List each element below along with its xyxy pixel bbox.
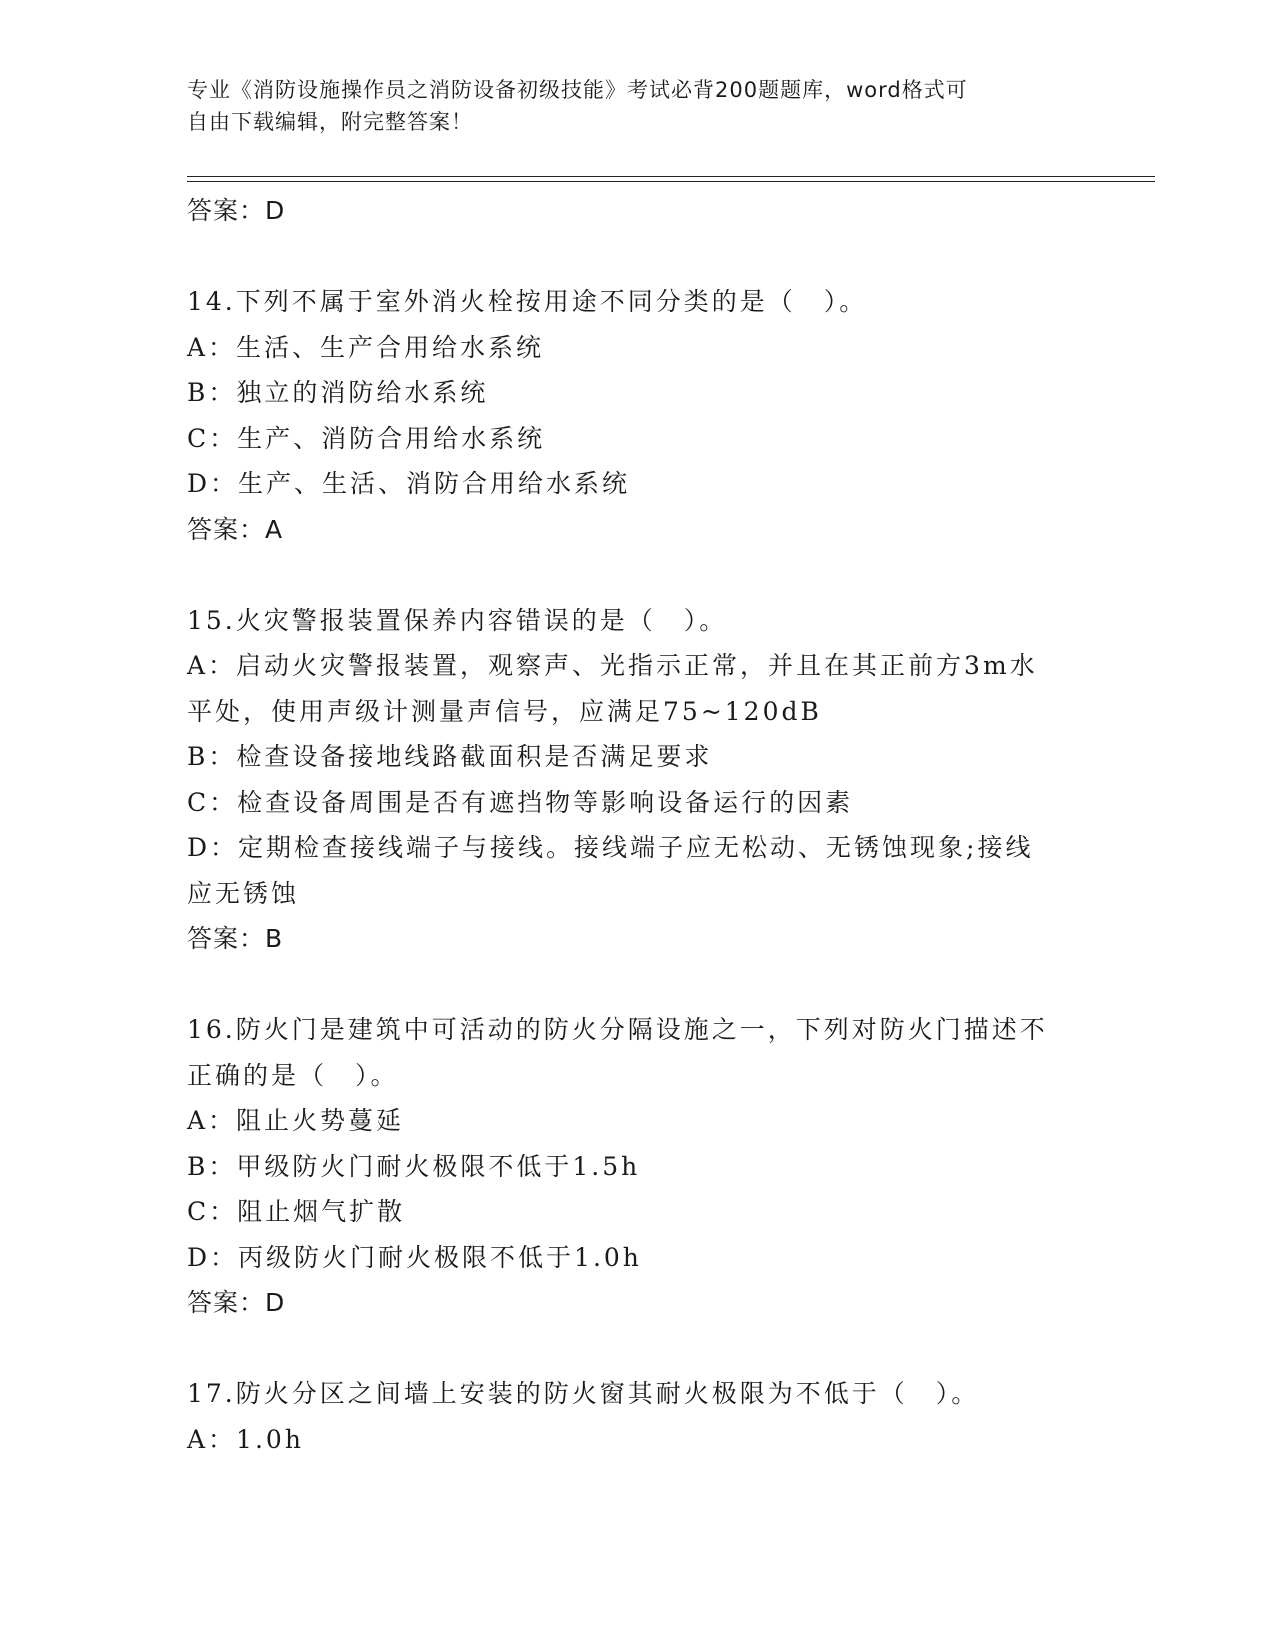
answer-line: 答案：D [187, 1288, 286, 1317]
header-line-1: 专业《消防设施操作员之消防设备初级技能》考试必背200题题库，word格式可 [187, 78, 968, 102]
spacer [187, 552, 1087, 598]
question-stem: 17.防火分区之间墙上安装的防火窗其耐火极限为不低于（ ）。 [187, 1379, 980, 1408]
spacer [187, 234, 1087, 280]
question-content [187, 188, 1087, 1462]
question-block [187, 279, 1087, 552]
option-d: D：生产、生活、消防合用给水系统 [187, 469, 631, 498]
question-block [187, 598, 1087, 962]
option-d: D：定期检查接线端子与接线。接线端子应无松动、无锈蚀现象;接线 [187, 833, 1034, 862]
option-b: B：甲级防火门耐火极限不低于1.5h [187, 1151, 641, 1181]
question-stem: 16.防火门是建筑中可活动的防火分隔设施之一，下列对防火门描述不 [187, 1015, 1048, 1044]
spacer [187, 1326, 1087, 1372]
option-b: B：独立的消防给水系统 [187, 378, 489, 407]
previous-answer: 答案：D [187, 196, 286, 225]
option-a: A：生活、生产合用给水系统 [187, 332, 545, 362]
option-a-continued: 平处，使用声级计测量声信号，应满足75~120dB [187, 696, 822, 726]
spacer [187, 962, 1087, 1008]
option-c: C：生产、消防合用给水系统 [187, 423, 546, 453]
option-a: A：1.0h [187, 1424, 304, 1454]
header-divider-bottom [187, 181, 1155, 182]
option-d-continued: 应无锈蚀 [187, 878, 300, 908]
question-stem: 15.火灾警报装置保养内容错误的是（ ）。 [187, 605, 728, 635]
option-a: A：启动火灾警报装置，观察声、光指示正常，并且在其正前方3m水 [187, 651, 1038, 680]
option-c: C：阻止烟气扩散 [187, 1197, 406, 1226]
header-divider-top [187, 176, 1155, 177]
option-c: C：检查设备周围是否有遮挡物等影响设备运行的因素 [187, 787, 854, 817]
question-stem-continued: 正确的是（ ）。 [187, 1060, 399, 1090]
question-stem: 14.下列不属于室外消火栓按用途不同分类的是（ ）。 [187, 287, 868, 316]
header-line-2: 自由下载编辑，附完整答案！ [187, 110, 473, 134]
option-b: B：检查设备接地线路截面积是否满足要求 [187, 742, 713, 771]
answer-line: 答案：B [187, 924, 284, 953]
answer-line: 答案：A [187, 514, 284, 544]
option-a: A：阻止火势蔓延 [187, 1106, 405, 1135]
option-d: D：丙级防火门耐火极限不低于1.0h [187, 1242, 642, 1272]
question-block [187, 1007, 1087, 1326]
question-block [187, 1371, 1087, 1462]
document-header [187, 74, 1067, 138]
